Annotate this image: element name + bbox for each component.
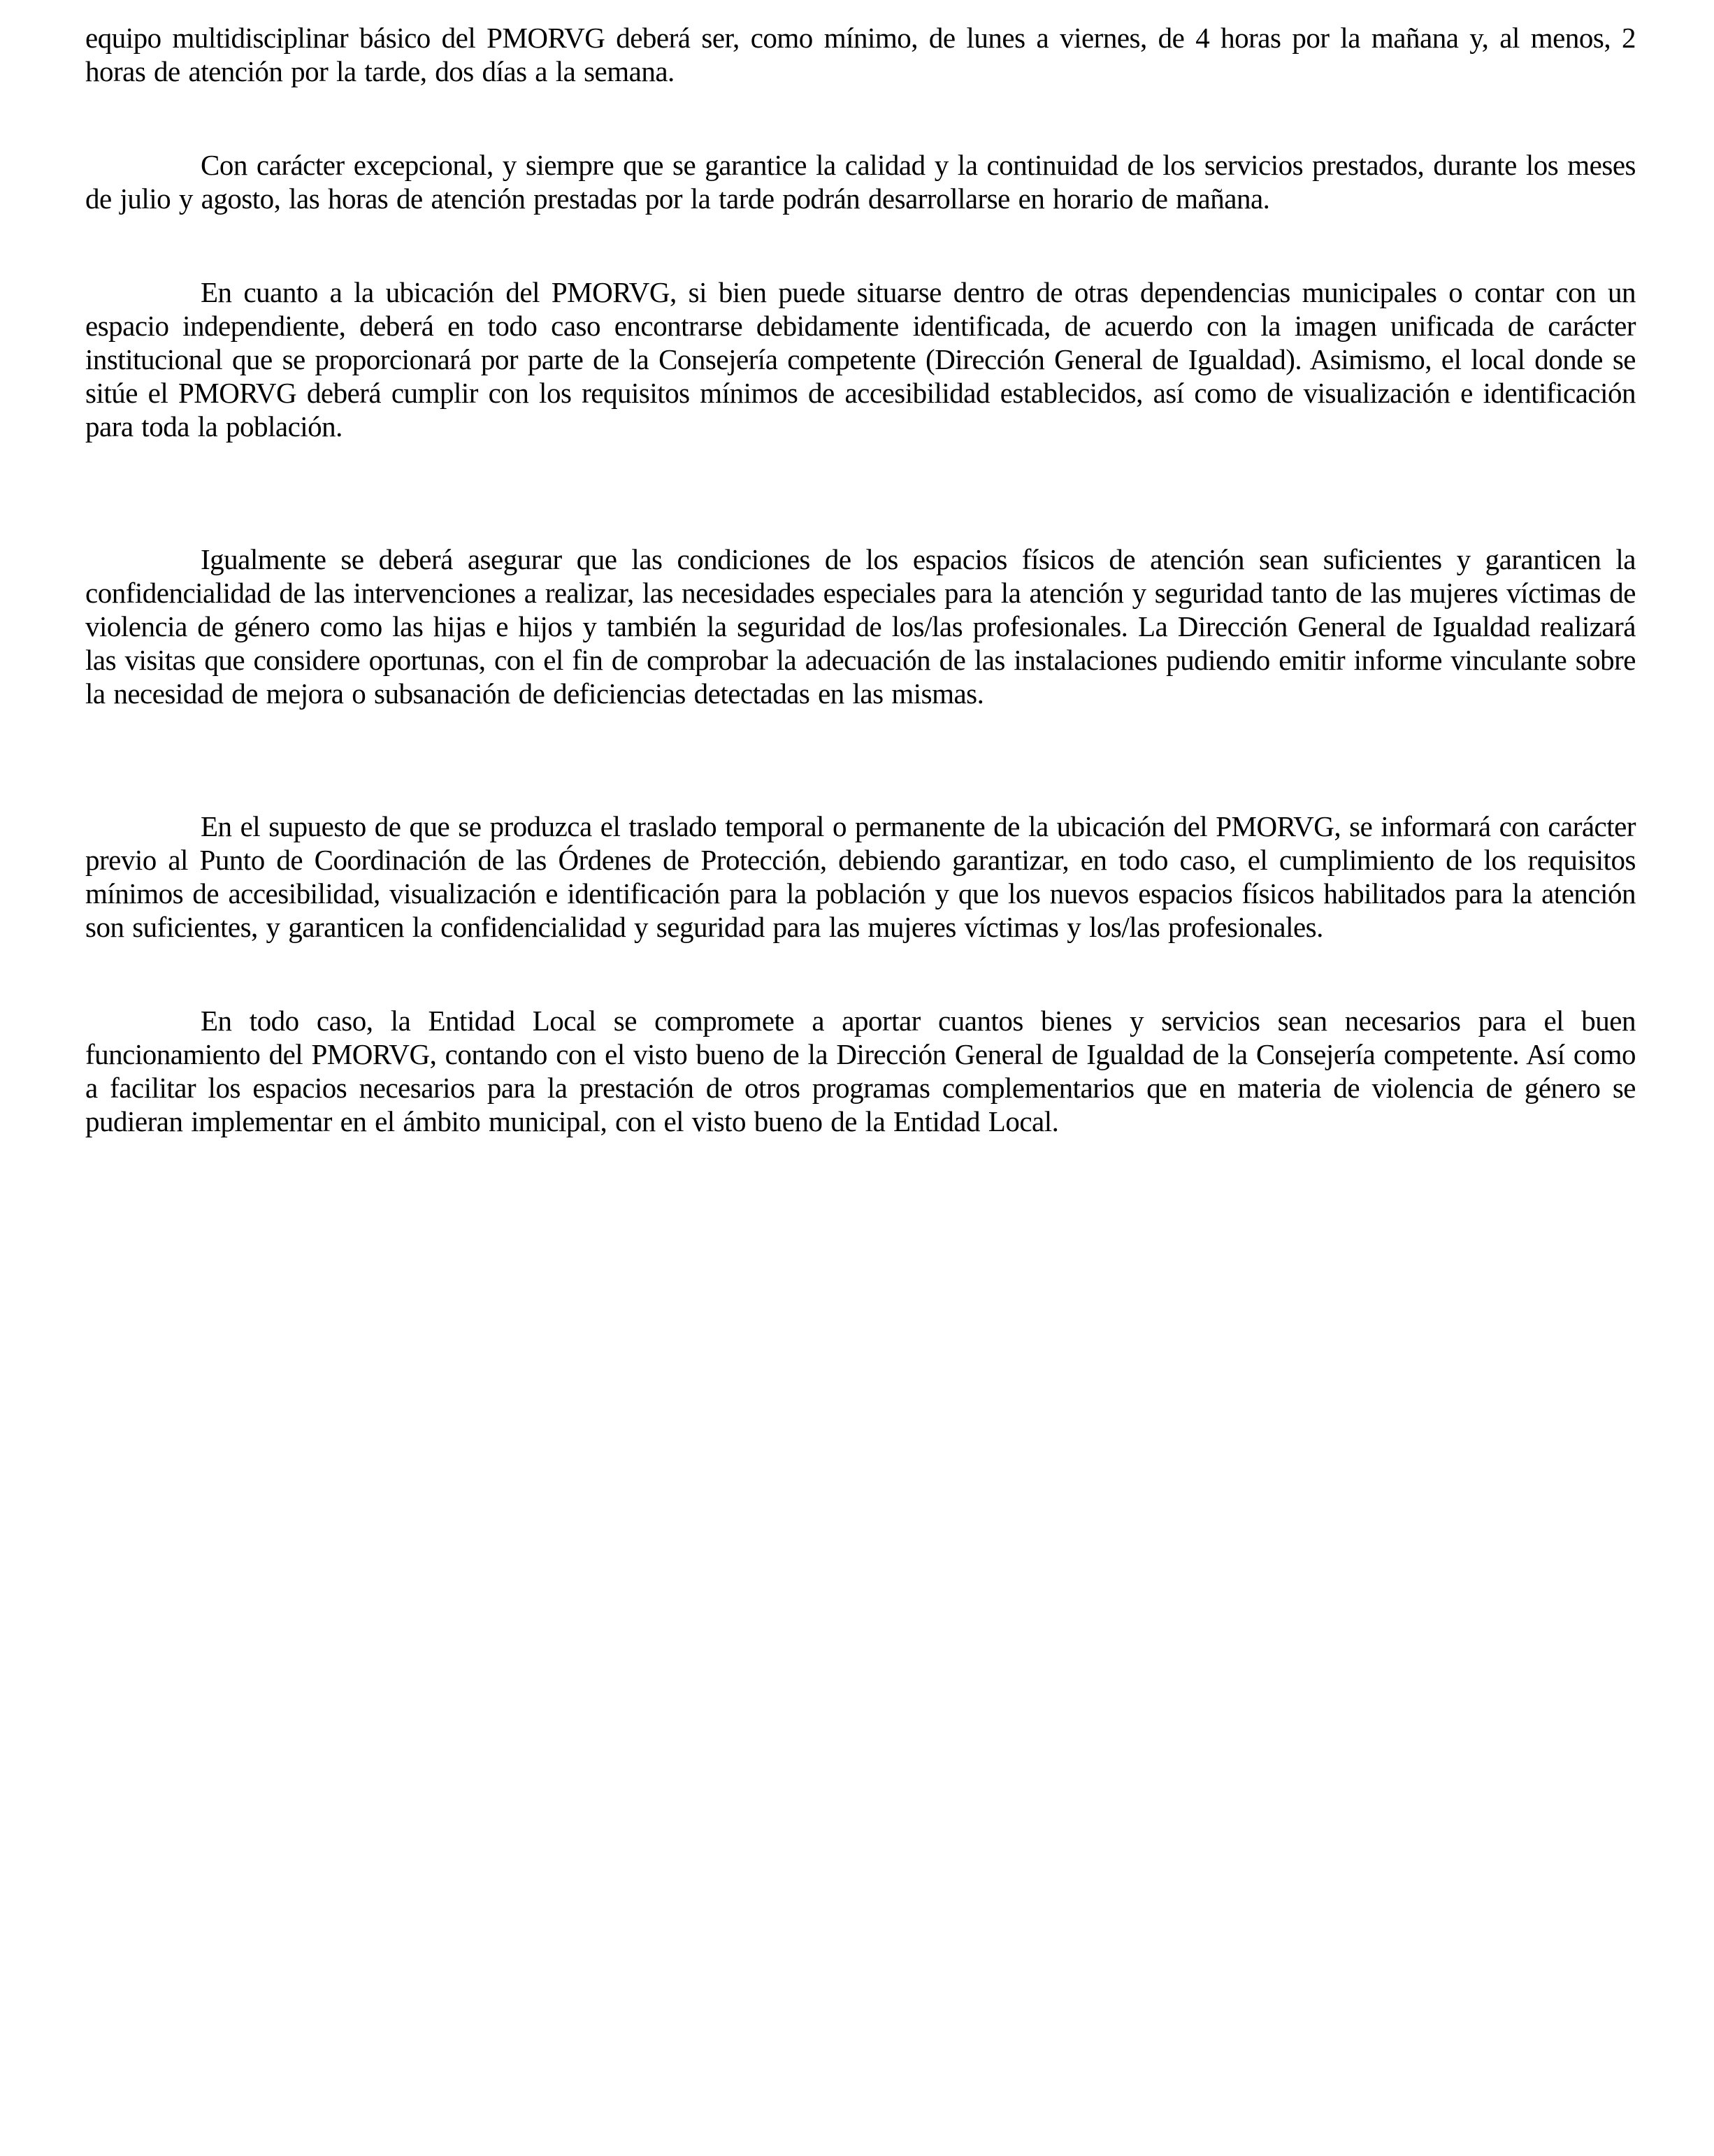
paragraph: En todo caso, la Entidad Local se compromete a aportar cuantos bienes y servicios sean necesarios para el buen funcionamiento del PMORVG, contando con el visto bueno de la Dirección General de Igualdad de la Consejería competente. Así como a facilitar los espacios necesarios para la prestación de otros programas complementarios que en materia de violencia de género se pudieran implementar en el ámbito municipal, con el visto bueno de la Entidad Local. <box>85 1005 1636 1137</box>
paragraph: En cuanto a la ubicación del PMORVG, si bien puede situarse dentro de otras dependencias municipales o contar con un espacio independiente, deberá en todo caso encontrarse debidamente identificada, de acuerdo con la imagen unificada de carácter institucional que se proporcionará por parte de la Consejería competente (Dirección General de Igualdad). Asimismo, el local donde se sitúe el PMORVG deberá cumplir con los requisitos mínimos de accesibilidad establecidos, así como de visualización e identificación para toda la población. <box>85 276 1636 443</box>
paragraph: Con carácter excepcional, y siempre que se garantice la calidad y la continuidad de los servicios prestados, durante los meses de julio y agosto, las horas de atención prestadas por la tarde podrán desarrollarse en horario de mañana. <box>85 149 1636 215</box>
document-body-text <box>85 21 1636 1138</box>
paragraph: En el supuesto de que se produzca el traslado temporal o permanente de la ubicación del PMORVG, se informará con carácter previo al Punto de Coordinación de las Órdenes de Protección, debiendo garantizar, en todo caso, el cumplimiento de los requisitos mínimos de accesibilidad, visualización e identificación para la población y que los nuevos espacios físicos habilitados para la atención son suficientes, y garanticen la confidencialidad y seguridad para las mujeres víctimas y los/las profesionales. <box>85 810 1636 943</box>
paragraph-continuation: equipo multidisciplinar básico del PMORVG deberá ser, como mínimo, de lunes a viernes, de 4 horas por la mañana y, al menos, 2 horas de atención por la tarde, dos días a la semana. <box>85 22 1636 87</box>
paragraph: Igualmente se deberá asegurar que las condiciones de los espacios físicos de atención sean suficientes y garanticen la confidencialidad de las intervenciones a realizar, las necesidades especiales para la atención y seguridad tanto de las mujeres víctimas de violencia de género como las hijas e hijos y también la seguridad de los/las profesionales. La Dirección General de Igualdad realizará las visitas que considere oportunas, con el fin de comprobar la adecuación de las instalaciones pudiendo emitir informe vinculante sobre la necesidad de mejora o subsanación de deficiencias detectadas en las mismas. <box>85 543 1636 710</box>
